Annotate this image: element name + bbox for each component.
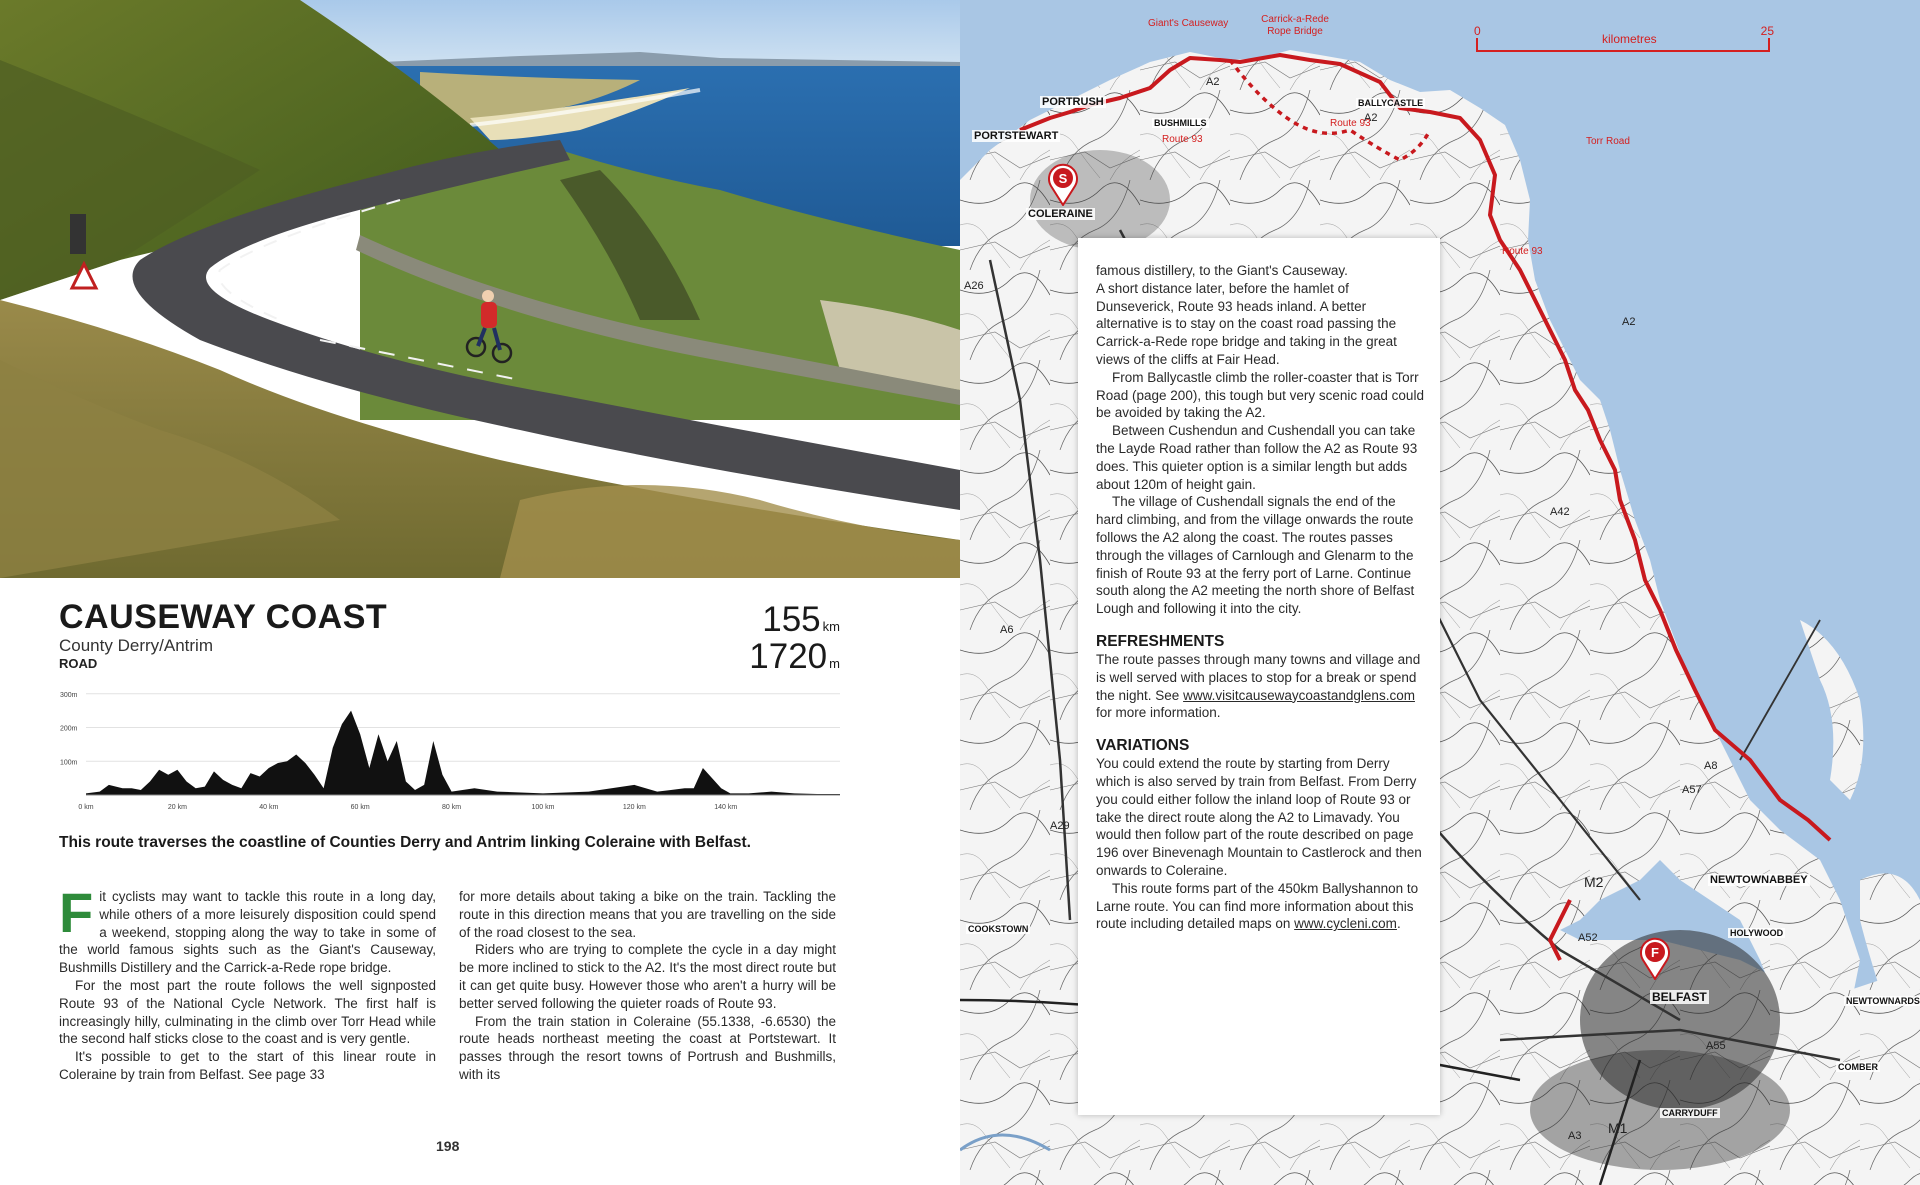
x-tick-label: 100 km xyxy=(531,804,555,811)
paragraph: You could extend the route by starting from Derry which is also served by train from Belfast. From Derry you could either follow the inland loop of Route 93 or take the direct route along the A2 to Limavady. You would then follow part of the route described on page 196 over Binevenagh Mountain to Castlerock and then onwards to Coleraine. xyxy=(1096,756,1422,878)
map-road-a26: A26 xyxy=(964,280,984,292)
page-number: 198 xyxy=(436,1138,460,1154)
map-road-a55: A55 xyxy=(1706,1040,1726,1052)
paragraph: From the train station in Coleraine (55.1338, -6.6530) the route heads northeast meeting the coast at Portstewart. It passes through the resort towns of Portrush and Bushmills, with its xyxy=(459,1013,836,1082)
elevation-profile-chart xyxy=(58,683,842,818)
refreshments-tail: for more information. xyxy=(1096,705,1221,721)
map-label-portrush: PORTRUSH xyxy=(1042,96,1104,108)
paragraph: The village of Cushendall signals the end of the hard climbing, and from the village onwards the route follows the A2 along the coast. The routes passes through the villages of Carnlough and Glenarm to the finish of Route 93 at the ferry port of Larne. Continue south along the A2 meeting the north shore of Belfast Lough and following it into the city. xyxy=(1096,494,1415,617)
map-label-holywood: HOLYWOOD xyxy=(1730,928,1784,938)
map-label-comber: COMBER xyxy=(1838,1062,1878,1072)
paragraph: A short distance later, before the hamlet of Dunseverick, Route 93 heads inland. A better alternative is to stay on the coast road passing the Carrick-a-Rede rope bridge and taking in the great views of the cliffs at Fair Head. xyxy=(1096,280,1397,367)
paragraph: It's possible to get to the start of this linear route in Coleraine by train from Belfast. See page 33 xyxy=(59,1049,436,1082)
scale-unit: kilometres xyxy=(1602,32,1657,46)
map-road-a3: A3 xyxy=(1568,1130,1582,1142)
x-tick-label: 60 km xyxy=(350,804,370,811)
route-county: County Derry/Antrim xyxy=(59,636,213,655)
refreshments-text xyxy=(1096,651,1424,722)
height-value: 1720 xyxy=(749,637,828,676)
map-label-coleraine: COLERAINE xyxy=(1028,208,1093,220)
map-road-a29: A29 xyxy=(1050,820,1070,832)
x-tick-label: 40 km xyxy=(259,804,279,811)
map-label-route-93-east: Route 93 xyxy=(1330,118,1371,129)
paragraph: For the most part the route follows the well signposted Route 93 of the National Cycle Network. The first half is increasingly hilly, culminating in the climb over Torr Head while the second half sticks close to the coast and is very gentle. xyxy=(59,977,436,1047)
refreshments-heading: REFRESHMENTS xyxy=(1096,632,1225,650)
map-road-a6: A6 xyxy=(1000,624,1014,636)
drop-cap: F xyxy=(59,881,94,944)
x-tick-label: 120 km xyxy=(622,804,646,811)
x-tick-label: 0 km xyxy=(78,804,94,811)
map-label-newtownabbey: NEWTOWNABBEY xyxy=(1710,874,1808,886)
variations-tail: . xyxy=(1396,916,1401,932)
map-road-a2-coast: A2 xyxy=(1622,316,1636,328)
elevation-area xyxy=(86,711,840,795)
paragraph: Between Cushendun and Cushendall you can take the Layde Road rather than follow the A2 as Route 93 does. This quieter option is a similar length but adds about 120m of height gain. xyxy=(1096,423,1418,492)
x-tick-label: 140 km xyxy=(714,804,738,811)
map-road-a57: A57 xyxy=(1682,784,1702,796)
paragraph: for more details about taking a bike on the train. Tackling the route in this direction means that you are travelling on the side of the road closest to the sea. xyxy=(459,889,836,940)
coastal-road-photo xyxy=(0,0,960,578)
map-label-torr-road: Torr Road xyxy=(1586,136,1630,147)
map-road-a2-north: A2 xyxy=(1206,76,1220,88)
map-label-cookstown: COOKSTOWN xyxy=(968,924,1029,934)
route-summary: This route traverses the coastline of Counties Derry and Antrim linking Coleraine with Belfast. xyxy=(59,834,751,851)
scale-start: 0 xyxy=(1474,24,1481,38)
distance-value: 155 xyxy=(762,600,821,639)
height-unit: m xyxy=(829,656,840,671)
map-label-belfast: BELFAST xyxy=(1652,990,1707,1004)
route-title: CAUSEWAY COAST xyxy=(59,598,388,636)
map-label-route-93-coast: Route 93 xyxy=(1502,246,1543,257)
map-label-ballycastle: BALLYCASTLE xyxy=(1358,98,1424,108)
finish-marker-label: F xyxy=(1651,945,1659,960)
map-scale-bar xyxy=(1474,24,1774,54)
paragraph: From Ballycastle climb the roller-coaster that is Torr Road (page 200), this tough but very scenic road could be avoided by taking the A2. xyxy=(1096,369,1424,421)
finish-marker xyxy=(1638,936,1672,980)
body-column-1 xyxy=(59,881,436,1084)
map-road-m1: M1 xyxy=(1608,1120,1628,1136)
x-tick-label: 80 km xyxy=(442,804,462,811)
route-distance xyxy=(762,600,840,640)
scale-end: 25 xyxy=(1760,24,1774,38)
variations-heading: VARIATIONS xyxy=(1096,737,1190,755)
map-label-portstewart: PORTSTEWART xyxy=(974,130,1059,142)
distance-unit: km xyxy=(822,619,840,634)
map-label-route-93-west: Route 93 xyxy=(1162,134,1203,145)
start-marker-label: S xyxy=(1058,171,1068,186)
map-label-bushmills: BUSHMILLS xyxy=(1154,118,1207,128)
map-road-a42: A42 xyxy=(1550,506,1570,518)
start-marker xyxy=(1046,162,1080,206)
right-page xyxy=(960,0,1920,1185)
y-tick-label: 300m xyxy=(60,691,78,699)
paragraph: it cyclists may want to tackle this route in a long day, while others of a more leisurely disposition could spend a weekend, stopping along the way to take in some of the world famous sights such as the Giant's Causeway, Bushmills Distillery and the Carrick-a-Rede rope bridge. xyxy=(59,889,436,976)
paragraph: Riders who are trying to complete the cycle in a day might be more inclined to stick to the A2. It's the most direct route but it can get quite busy. However those who aren't a hurry will be better served following the quieter roads of Route 93. xyxy=(459,942,836,1011)
x-tick-label: 20 km xyxy=(167,804,187,811)
map-road-a2-ballycastle: A2 xyxy=(1364,112,1378,124)
variations-text xyxy=(1096,880,1424,933)
refreshments-link[interactable]: www.visitcausewaycoastandglens.com xyxy=(1183,687,1415,703)
map-road-a52: A52 xyxy=(1578,932,1598,944)
map-label-carryduff: CARRYDUFF xyxy=(1662,1108,1718,1118)
y-tick-label: 100m xyxy=(60,759,78,767)
refreshments-body: The route passes through many towns and village and is well served with places to stop for a break or spend the night. See xyxy=(1096,651,1421,703)
map-label-carrick-a-rede: Carrick-a-Rede Rope Bridge xyxy=(1261,14,1329,37)
variations-link[interactable]: www.cycleni.com xyxy=(1294,916,1397,932)
y-tick-label: 200m xyxy=(60,725,78,733)
route-height-gain xyxy=(749,637,840,677)
map-label-giants-causeway: Giant's Causeway xyxy=(1148,18,1229,29)
paragraph: famous distillery, to the Giant's Causeway. xyxy=(1096,263,1348,278)
variations-body: This route forms part of the 450km Ballyshannon to Larne route. You can find more information about this route including detailed maps on xyxy=(1096,880,1419,932)
map-label-newtownards: NEWTOWNARDS xyxy=(1846,996,1920,1006)
route-type: ROAD xyxy=(59,656,98,671)
body-column-2 xyxy=(459,888,836,1084)
map-road-a8: A8 xyxy=(1704,760,1718,772)
map-road-m2: M2 xyxy=(1584,874,1604,890)
route-text-panel xyxy=(1078,238,1440,1115)
